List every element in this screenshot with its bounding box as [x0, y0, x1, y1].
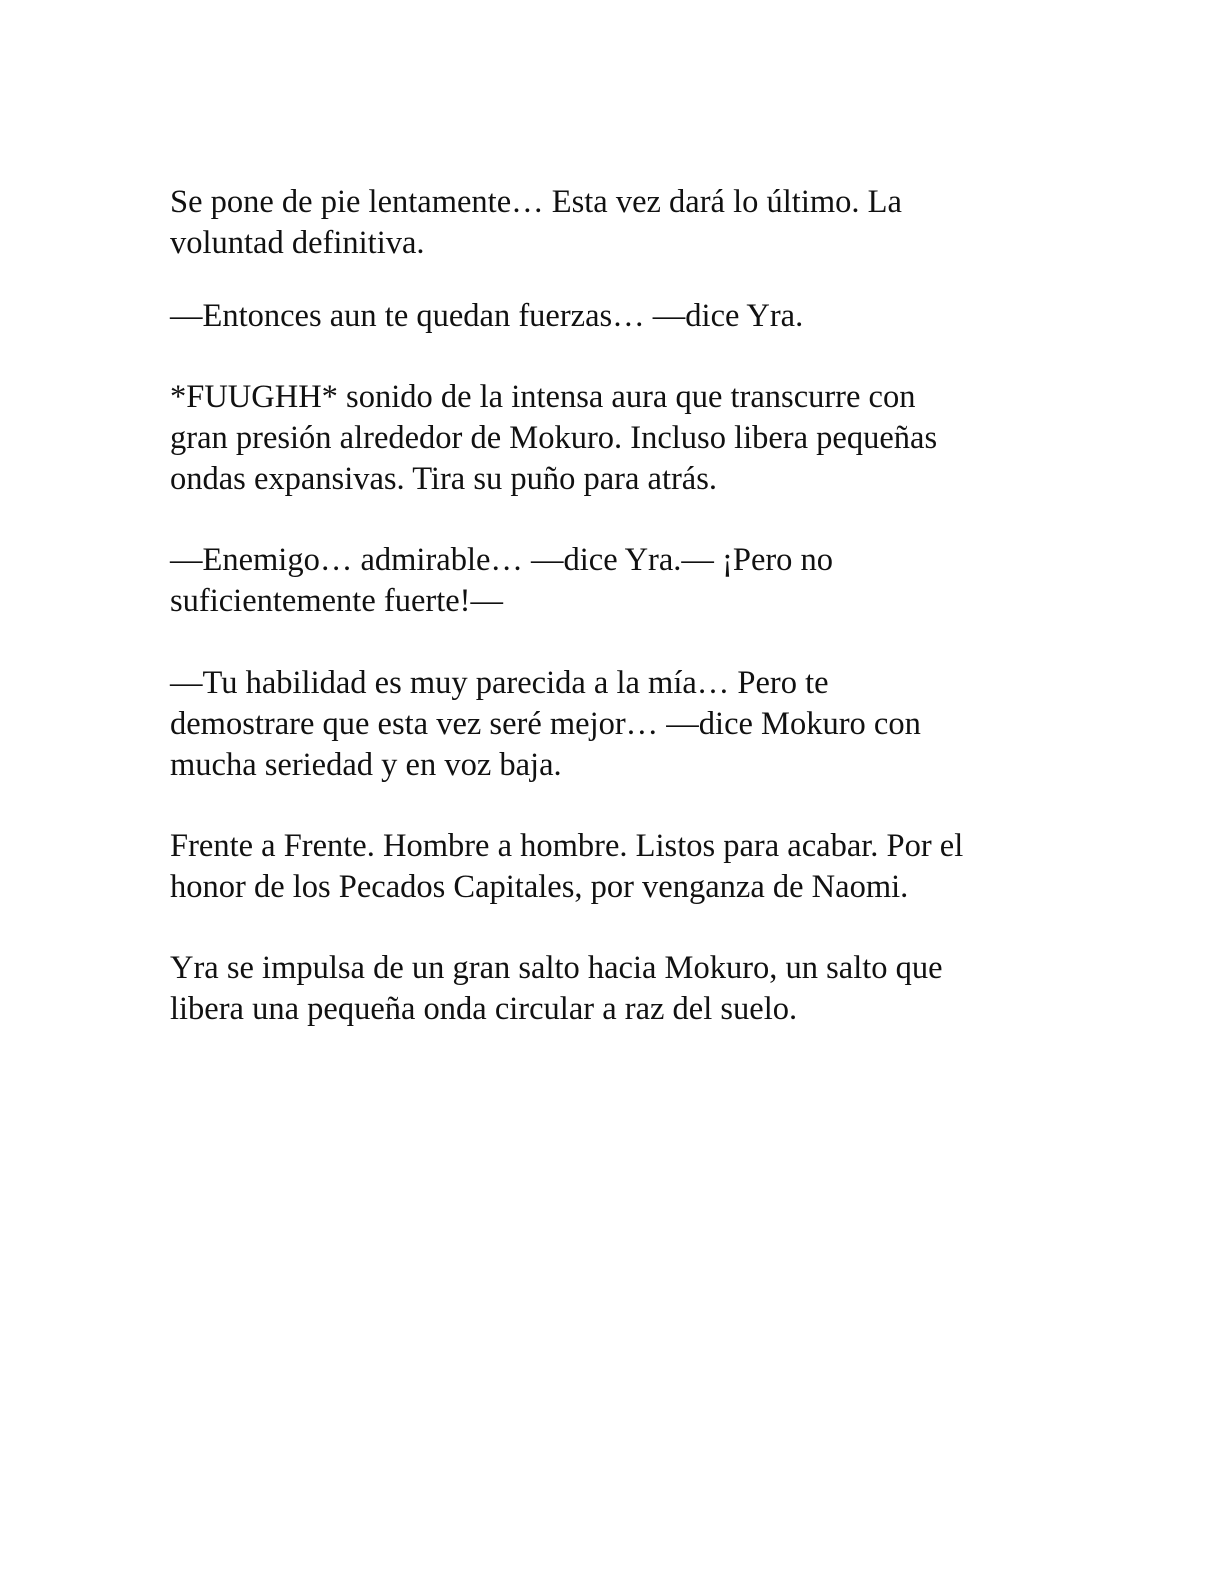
- paragraph-6: Frente a Frente. Hombre a hombre. Listos para acabar. Por el honor de los Pecados Capitales, por venganza de Naomi.: [170, 828, 964, 905]
- paragraph-3: *FUUGHH* sonido de la intensa aura que transcurre con gran presión alrededor de Mokuro. Incluso libera pequeñas ondas expansivas. Tira su puño para atrás.: [170, 379, 938, 497]
- paragraph-1: Se pone de pie lentamente… Esta vez dará lo último. La voluntad definitiva.: [170, 184, 902, 261]
- paragraph-5: —Tu habilidad es muy parecida a la mía… Pero te demostrare que esta vez seré mejor… —dice Mokuro con mucha seriedad y en voz baja.: [170, 665, 921, 783]
- paragraph-4: —Enemigo… admirable… —dice Yra.— ¡Pero no suficientemente fuerte!—: [170, 542, 834, 619]
- body-text: [170, 182, 1055, 1030]
- paragraph-7: Yra se impulsa de un gran salto hacia Mokuro, un salto que libera una pequeña onda circular a raz del suelo.: [170, 950, 943, 1027]
- paragraph-2: —Entonces aun te quedan fuerzas… —dice Yra.: [170, 298, 804, 334]
